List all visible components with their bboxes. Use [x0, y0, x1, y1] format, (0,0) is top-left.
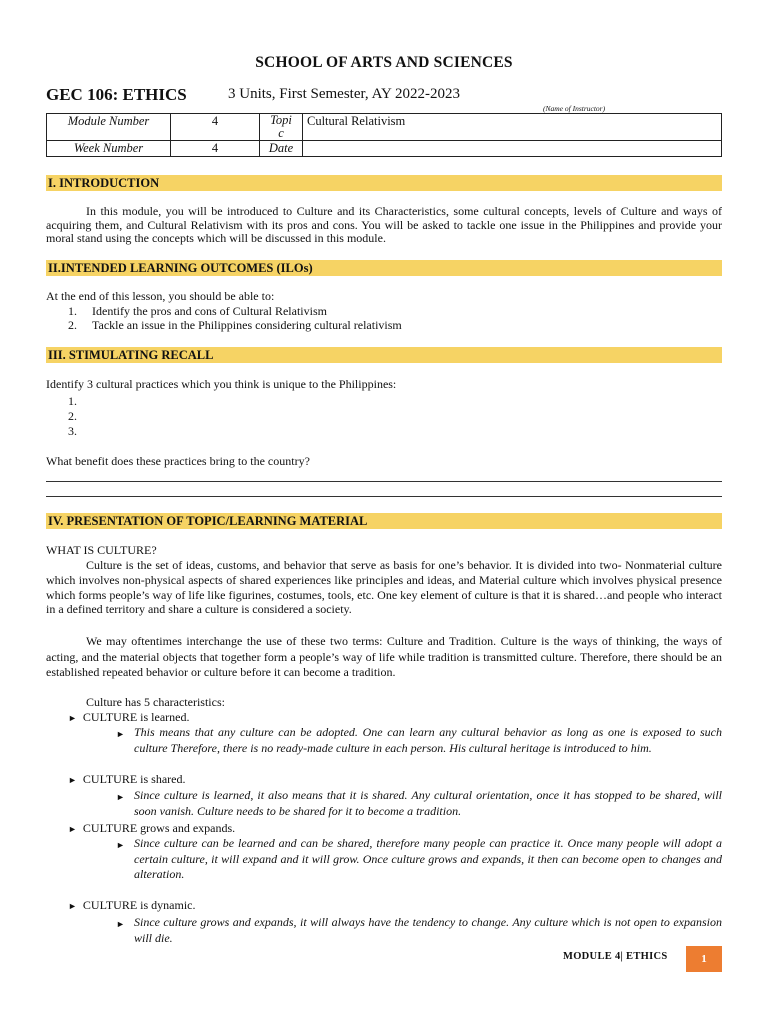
module-info-table — [46, 113, 722, 157]
characteristic-item: ► CULTURE is learned. — [68, 710, 190, 724]
instructor-label: (Name of Instructor) — [543, 104, 606, 113]
arrow-bullet-icon: ► — [68, 713, 77, 723]
ilo-item-text: Tackle an issue in the Philippines considering cultural relativism — [92, 318, 402, 332]
course-code: GEC 106: ETHICS — [46, 85, 187, 104]
course-info: 3 Units, First Semester, AY 2022-2023 — [228, 86, 461, 102]
section-bar-introduction: I. INTRODUCTION — [46, 175, 722, 191]
arrow-bullet-icon: ► — [116, 919, 125, 929]
recall-prompt: Identify 3 cultural practices which you think is unique to the Philippines: — [46, 377, 397, 391]
week-number-label: Week Number — [47, 141, 171, 157]
culture-paragraph-1: Culture is the set of ideas, customs, and behavior that serve as basis for one’s behavior. It is divided into two- Nonmaterial culture which involves non-physical aspects of shared experiences like principles and ideas, and Material culture which involves physical presence which forms people’s way of life like figurines, costumes, tools, etc. One key element of culture is that it is shared…and people who interact in a defined territory and share a culture is considered a society. — [46, 558, 722, 617]
ilo-item: 1. — [68, 304, 77, 318]
recall-question: What benefit does these practices bring to the country? — [46, 454, 310, 468]
characteristic-detail: This means that any culture can be adopted. One can learn any cultural behavior as long as one is exposed to such culture Therefore, there is no ready-made culture in each person. His cultural heritage is introduced to him. — [134, 725, 722, 755]
arrow-bullet-icon: ► — [68, 824, 77, 834]
module-number-label: Module Number — [47, 114, 171, 141]
culture-heading: WHAT IS CULTURE? — [46, 543, 157, 557]
page-number: 1 — [686, 946, 722, 972]
date-value — [303, 141, 722, 157]
arrow-bullet-icon: ► — [68, 775, 77, 785]
section-bar-ilo: II.INTENDED LEARNING OUTCOMES (ILOs) — [46, 260, 722, 276]
ilo-item-text: Identify the pros and cons of Cultural Relativism — [92, 304, 327, 318]
culture-paragraph-2: We may oftentimes interchange the use of these two terms: Culture and Tradition. Culture is the ways of thinking, the ways of acting, and the material objects that together form a people’s way of life while tradition is transmitted culture. Therefore, there should be an established repeated behavior or culture before it can become a tradition. — [46, 634, 722, 679]
recall-number: 2. — [68, 409, 77, 423]
footer-module-label: MODULE 4| ETHICS — [563, 951, 668, 962]
characteristics-lead: Culture has 5 characteristics: — [86, 695, 225, 709]
characteristic-detail: Since culture grows and expands, it will always have the tendency to change. Any culture which is not open to expansion will die. — [134, 915, 722, 945]
arrow-bullet-icon: ► — [116, 729, 125, 739]
ilo-item: 2. — [68, 318, 77, 332]
characteristic-item: ► CULTURE is dynamic. — [68, 898, 196, 912]
characteristic-detail: Since culture can be learned and can be shared, therefore many people can practice it. Once many people will adopt a certain culture, it will expand and it will grow. Once culture grows and expands, it then can become open to changes and alteration. — [134, 836, 722, 881]
characteristic-item: ► CULTURE is shared. — [68, 772, 186, 786]
section-bar-presentation: IV. PRESENTATION OF TOPIC/LEARNING MATERIAL — [46, 513, 722, 529]
answer-line — [46, 496, 722, 497]
recall-number: 3. — [68, 424, 77, 438]
answer-line — [46, 481, 722, 482]
ilo-lead: At the end of this lesson, you should be able to: — [46, 289, 275, 303]
recall-number: 1. — [68, 394, 77, 408]
intro-paragraph: In this module, you will be introduced to Culture and its Characteristics, some cultural concepts, levels of Culture and ways of acquiring them, and Cultural Relativism with its pros and cons. You will be asked to tackle one issue in the Philippines and provide your moral stand using the concepts which will be discussed in this module. — [46, 204, 722, 245]
characteristic-detail: Since culture is learned, it also means that it is shared. Any cultural orientation, once it has stopped to be shared, will soon vanish. Culture needs to be shared for it to become a tradition. — [134, 788, 722, 818]
arrow-bullet-icon: ► — [116, 792, 125, 802]
week-number-value: 4 — [171, 141, 260, 157]
topic-label: Topi c — [260, 114, 303, 141]
date-label: Date — [260, 141, 303, 157]
topic-value: Cultural Relativism — [303, 114, 722, 141]
arrow-bullet-icon: ► — [116, 840, 125, 850]
module-number-value: 4 — [171, 114, 260, 141]
school-title: SCHOOL OF ARTS AND SCIENCES — [255, 54, 513, 71]
arrow-bullet-icon: ► — [68, 901, 77, 911]
section-bar-recall: III. STIMULATING RECALL — [46, 347, 722, 363]
characteristic-item: ► CULTURE grows and expands. — [68, 821, 236, 835]
